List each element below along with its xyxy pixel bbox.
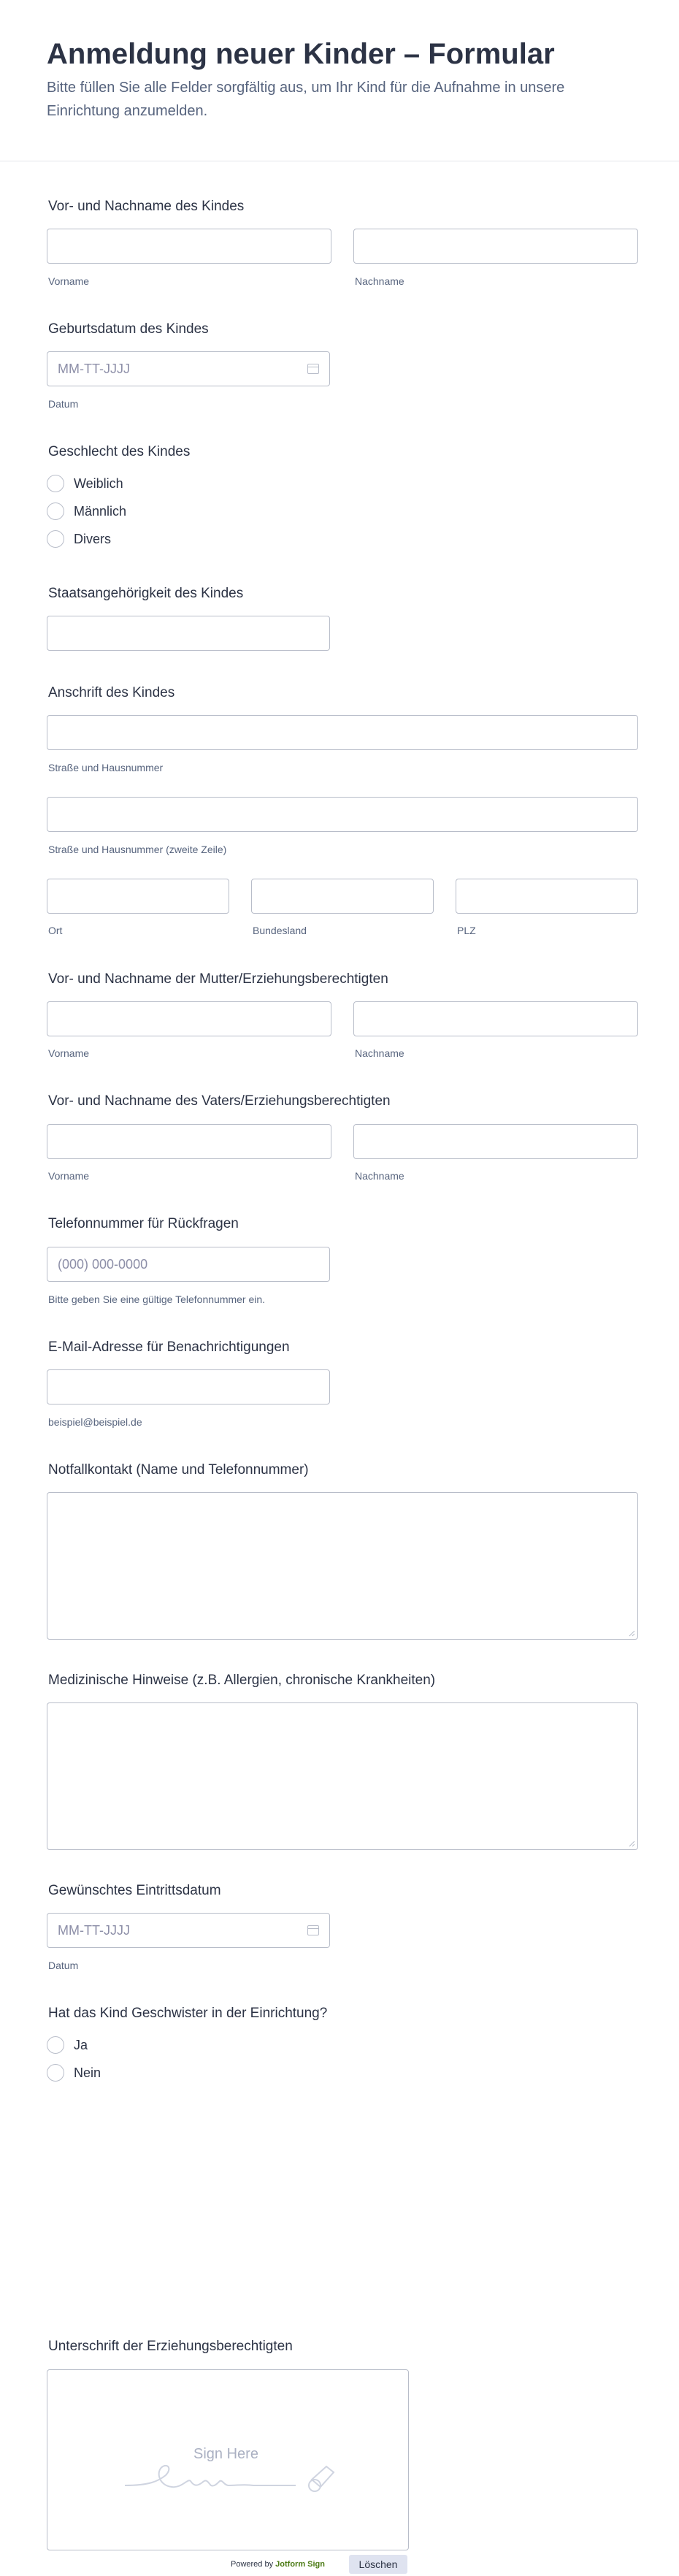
- signature-pad[interactable]: [47, 2369, 409, 2550]
- address-state-input[interactable]: [251, 879, 434, 914]
- father-name-label: Vor- und Nachname des Vaters/Erziehungsberechtigten: [48, 1093, 391, 1109]
- father-last-name-sublabel: Nachname: [355, 1170, 404, 1182]
- entry-date-placeholder: MM-TT-JJJJ: [58, 1923, 130, 1938]
- phone-label: Telefonnummer für Rückfragen: [48, 1216, 239, 1231]
- entry-date-sublabel: Datum: [48, 1960, 79, 1971]
- radio-button[interactable]: [47, 530, 64, 548]
- radio-label: Ja: [74, 2038, 88, 2052]
- radio-label: Weiblich: [74, 476, 123, 491]
- radio-button[interactable]: [47, 475, 64, 492]
- father-last-name-input[interactable]: [353, 1124, 638, 1159]
- signature-placeholder: Sign Here: [193, 2446, 258, 2462]
- email-label: E-Mail-Adresse für Benachrichtigungen: [48, 1339, 290, 1355]
- address-street2-sublabel: Straße und Hausnummer (zweite Zeile): [48, 844, 227, 855]
- powered-by-brand: Jotform Sign: [275, 2560, 325, 2569]
- nationality-label: Staatsangehörigkeit des Kindes: [48, 586, 244, 601]
- signature-scribble-icon: [120, 2456, 354, 2497]
- form-title: Anmeldung neuer Kinder – Formular: [47, 38, 555, 70]
- nationality-input[interactable]: [47, 616, 330, 651]
- emergency-contact-textarea[interactable]: [47, 1492, 638, 1640]
- email-sublabel: beispiel@beispiel.de: [48, 1416, 142, 1428]
- address-city-input[interactable]: [47, 879, 229, 914]
- calendar-icon[interactable]: [307, 1925, 319, 1935]
- radio-label: Divers: [74, 532, 112, 546]
- radio-button[interactable]: [47, 2064, 64, 2082]
- address-label: Anschrift des Kindes: [48, 685, 175, 700]
- radio-button[interactable]: [47, 502, 64, 520]
- entry-date-label: Gewünschtes Eintrittsdatum: [48, 1883, 221, 1898]
- mother-first-name-sublabel: Vorname: [48, 1047, 90, 1059]
- child-birthdate-sublabel: Datum: [48, 398, 79, 410]
- child-first-name-input[interactable]: [47, 229, 331, 264]
- clear-signature-button[interactable]: Löschen: [349, 2555, 407, 2574]
- father-first-name-sublabel: Vorname: [48, 1170, 90, 1182]
- medical-notes-textarea[interactable]: [47, 1702, 638, 1850]
- mother-name-label: Vor- und Nachname der Mutter/Erziehungsberechtigten: [48, 971, 388, 987]
- form-header: [0, 0, 679, 161]
- powered-by-prefix: Powered by: [231, 2560, 274, 2569]
- child-birthdate-placeholder: MM-TT-JJJJ: [58, 362, 130, 376]
- address-street-input[interactable]: [47, 715, 638, 750]
- address-street-sublabel: Straße und Hausnummer: [48, 762, 164, 773]
- powered-by-text: [231, 2560, 325, 2569]
- father-first-name-input[interactable]: [47, 1124, 331, 1159]
- address-state-sublabel: Bundesland: [253, 925, 307, 936]
- phone-sublabel: Bitte geben Sie eine gültige Telefonnummer ein.: [48, 1293, 266, 1305]
- form-subtitle: Bitte füllen Sie alle Felder sorgfältig aus, um Ihr Kind für die Aufnahme in unsere Einrichtung anzumelden.: [47, 80, 565, 119]
- address-street2-input[interactable]: [47, 797, 638, 832]
- calendar-icon[interactable]: [307, 364, 319, 374]
- child-birthdate-label: Geburtsdatum des Kindes: [48, 321, 209, 337]
- gender-label: Geschlecht des Kindes: [48, 444, 191, 459]
- signature-label: Unterschrift der Erziehungsberechtigten: [48, 2339, 293, 2354]
- medical-notes-label: Medizinische Hinweise (z.B. Allergien, chronische Krankheiten): [48, 1673, 436, 1688]
- child-last-name-input[interactable]: [353, 229, 638, 264]
- email-input[interactable]: [47, 1369, 330, 1404]
- child-last-name-sublabel: Nachname: [355, 275, 404, 287]
- resize-handle-icon[interactable]: [629, 1841, 635, 1847]
- child-name-label: Vor- und Nachname des Kindes: [48, 199, 245, 214]
- emergency-contact-label: Notfallkontakt (Name und Telefonnummer): [48, 1462, 309, 1478]
- address-zip-input[interactable]: [456, 879, 638, 914]
- entry-date-input[interactable]: [47, 1913, 330, 1948]
- mother-last-name-input[interactable]: [353, 1001, 638, 1036]
- radio-label: Nein: [74, 2065, 101, 2080]
- siblings-label: Hat das Kind Geschwister in der Einrichtung?: [48, 2006, 328, 2021]
- mother-last-name-sublabel: Nachname: [355, 1047, 404, 1059]
- child-first-name-sublabel: Vorname: [48, 275, 90, 287]
- phone-input[interactable]: [47, 1247, 330, 1282]
- phone-placeholder: (000) 000-0000: [58, 1257, 148, 1272]
- resize-handle-icon[interactable]: [629, 1630, 635, 1637]
- address-city-sublabel: Ort: [48, 925, 63, 936]
- address-zip-sublabel: PLZ: [457, 925, 476, 936]
- radio-label: Männlich: [74, 504, 127, 519]
- radio-button[interactable]: [47, 2036, 64, 2054]
- mother-first-name-input[interactable]: [47, 1001, 331, 1036]
- child-birthdate-input[interactable]: [47, 351, 330, 386]
